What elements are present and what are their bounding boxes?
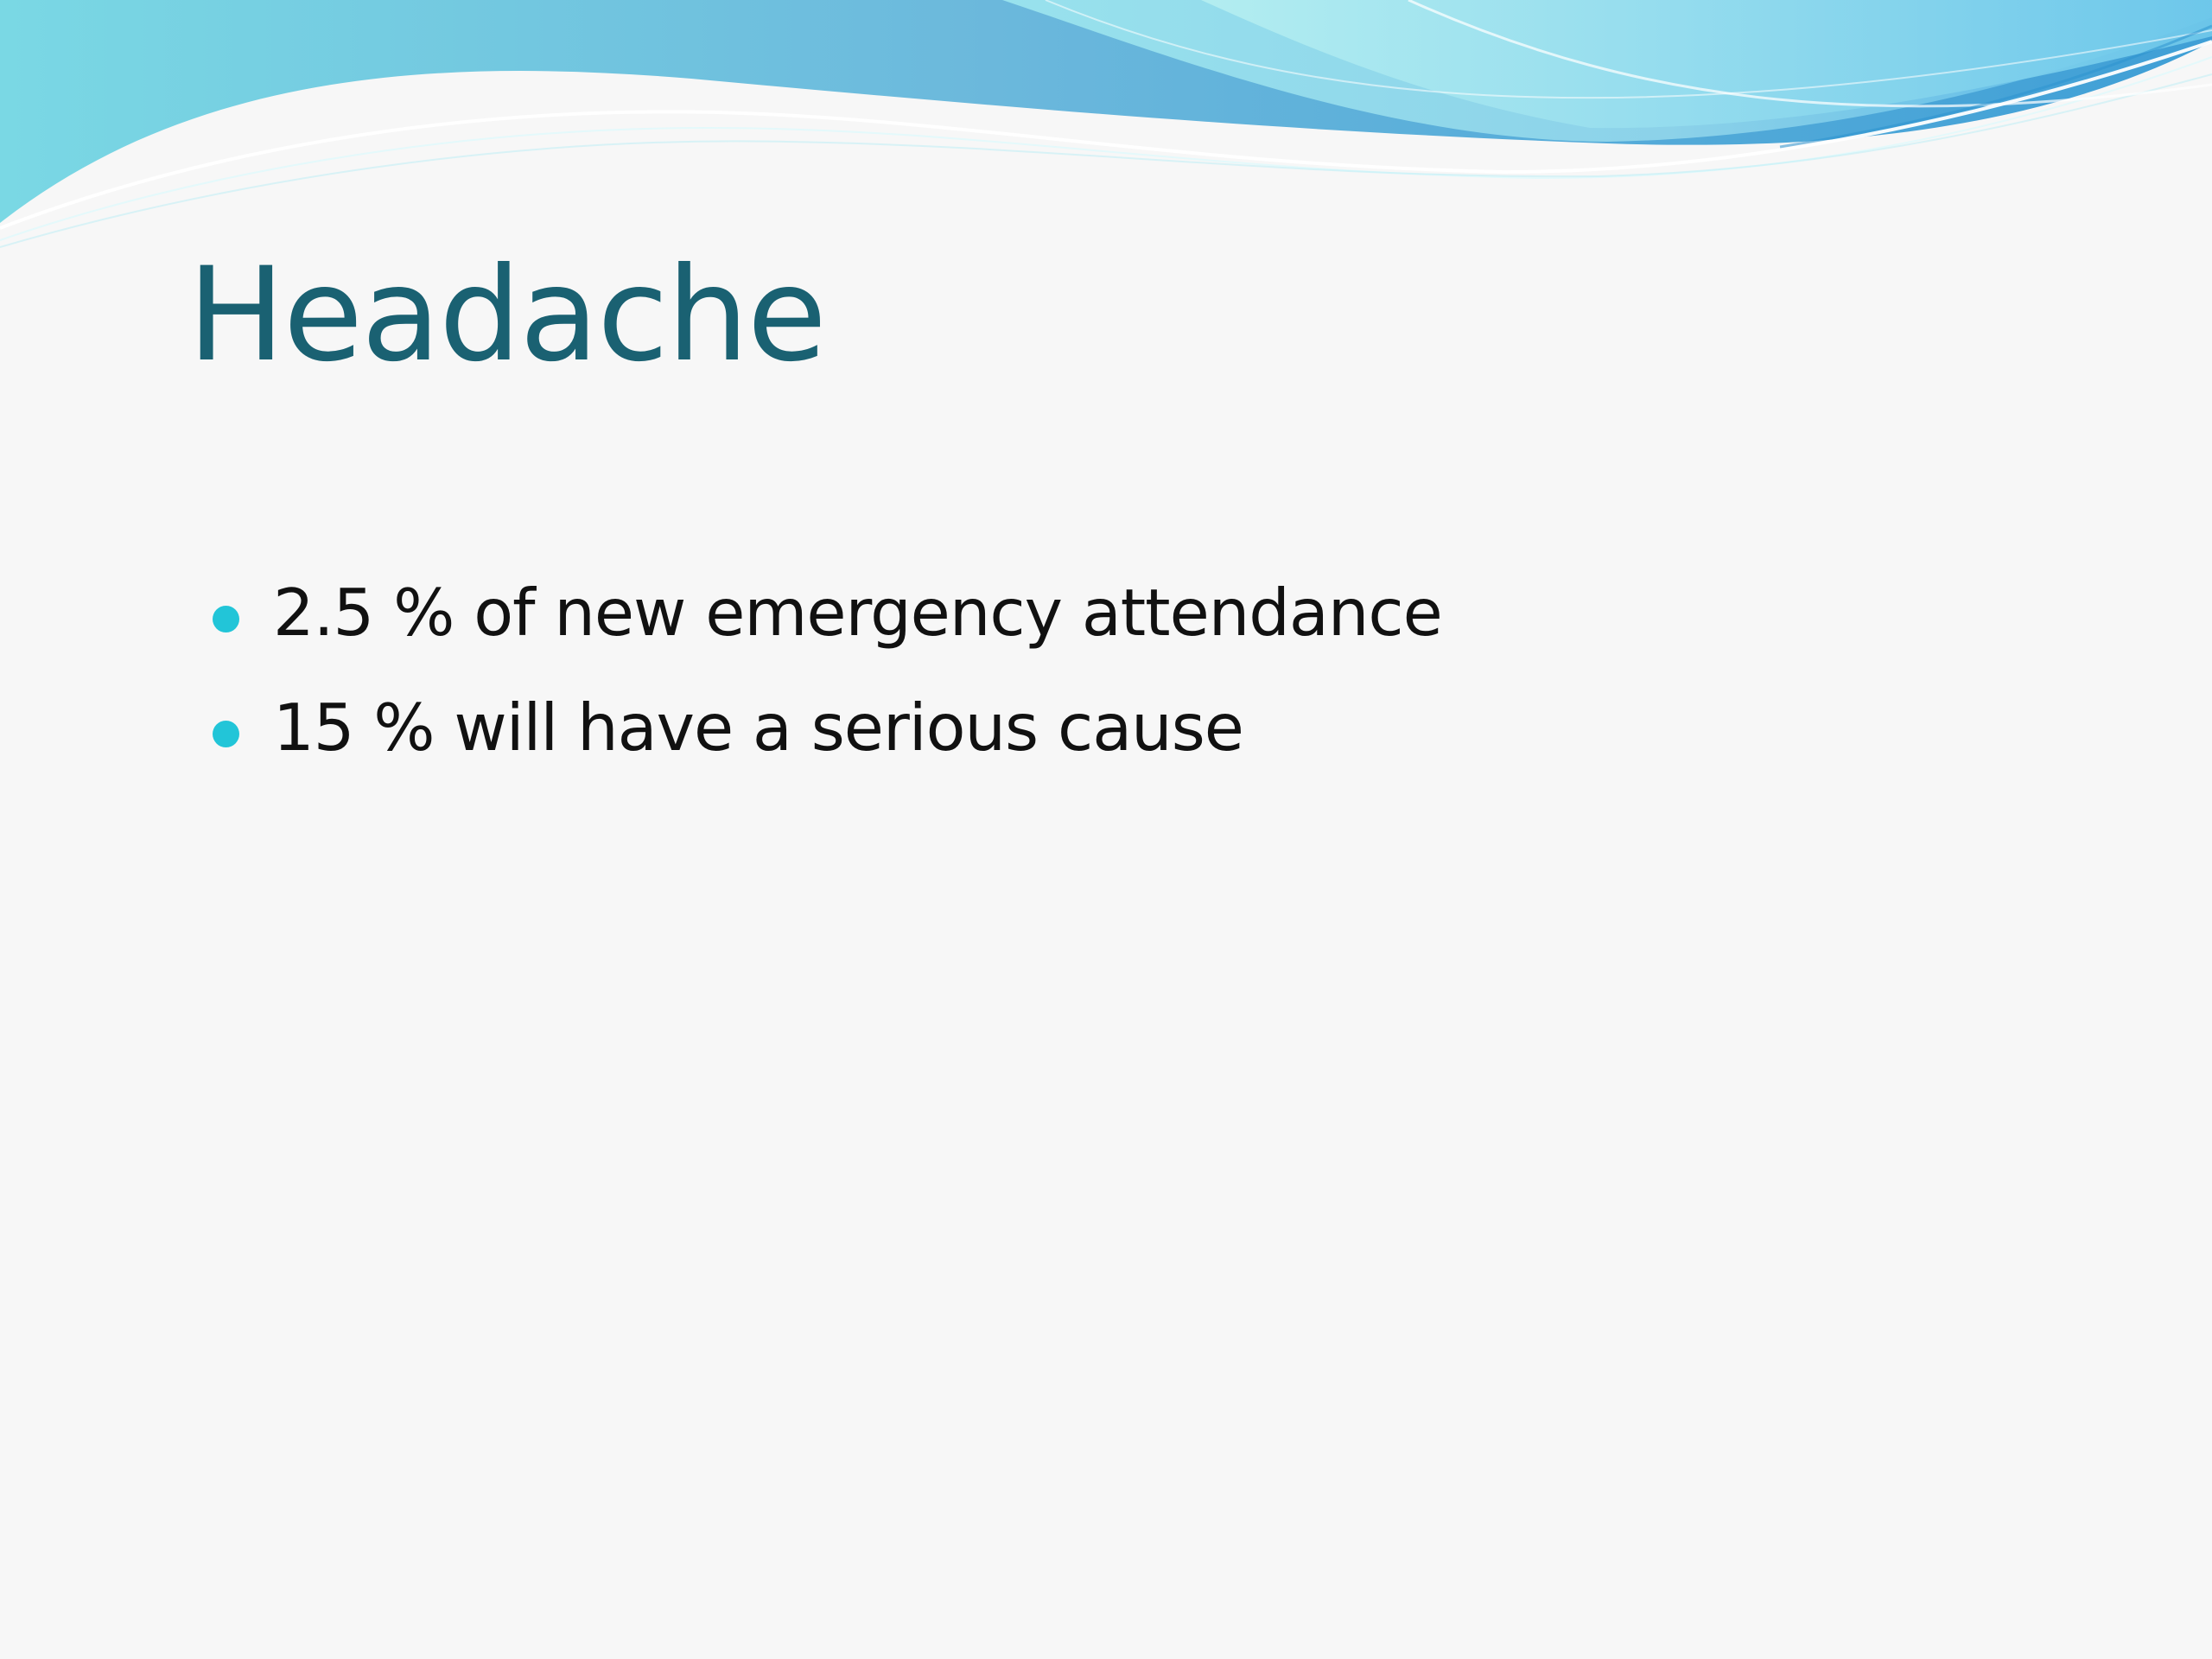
bullet-text: 15 % will have a serious cause	[273, 690, 1243, 766]
filled-circle-icon	[213, 721, 239, 747]
filled-circle-icon	[213, 606, 239, 632]
bullet-text: 2.5 % of new emergency attendance	[273, 575, 1442, 651]
header-wave-decoration	[0, 0, 2212, 276]
bullet-item	[213, 575, 1442, 696]
slide-title: Headache	[188, 240, 825, 391]
bullet-list	[213, 575, 1442, 810]
bullet-item	[213, 690, 1442, 810]
